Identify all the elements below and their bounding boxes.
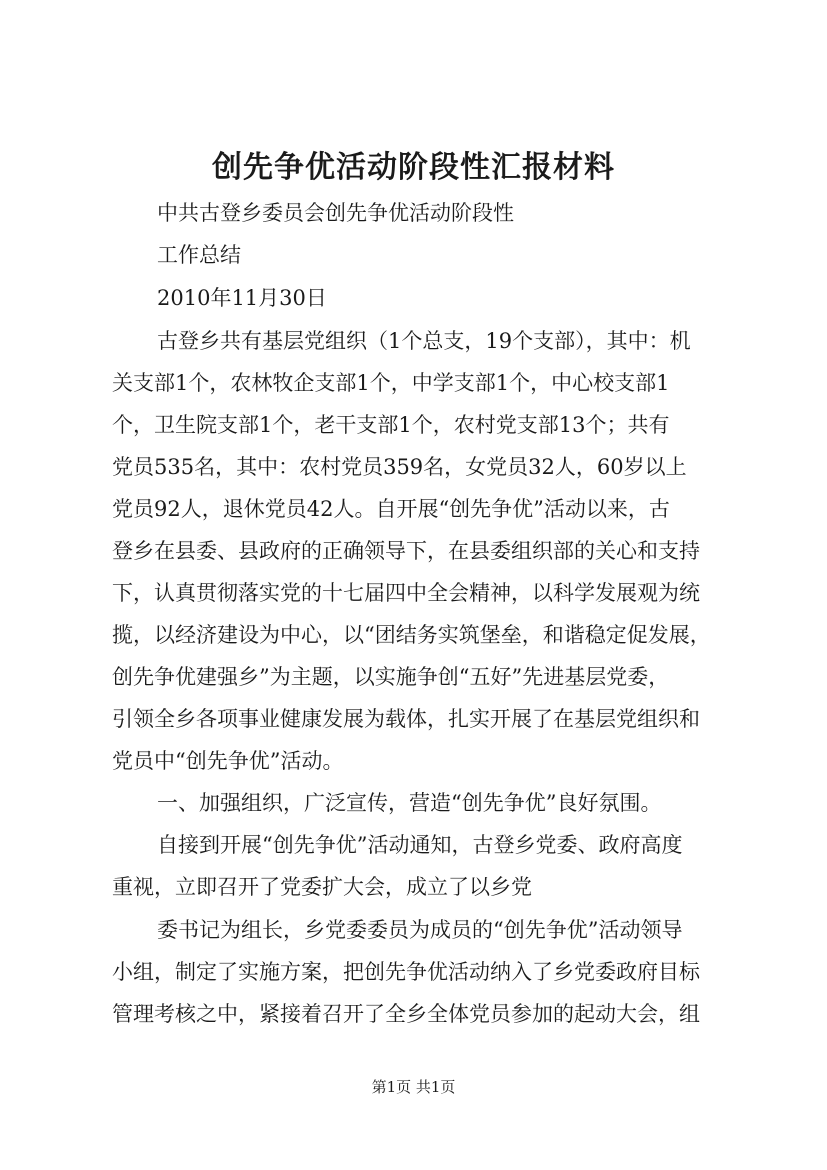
body-line: 自接到开展“创先争优”活动通知，古登乡党委、政府高度 <box>157 833 683 857</box>
body-line: 小组，制定了实施方案，把创先争优活动纳入了乡党委政府目标 <box>112 960 700 984</box>
body-line: 揽，以经济建设为中心，以“团结务实筑堡垒，和谐稳定促发展， <box>112 623 711 647</box>
section-heading: 一、加强组织，广泛宣传，营造“创先争优”良好氛围。 <box>157 791 662 815</box>
body-line: 党员中“创先争优”活动。 <box>112 749 344 773</box>
body-line: 创先争优建强乡”为主题，以实施争创“五好”先进基层党委， <box>112 665 670 689</box>
body-line: 古登乡共有基层党组织（1个总支，19个支部），其中：机 <box>157 329 691 353</box>
body-line: 下，认真贯彻落实党的十七届四中全会精神，以科学发展观为统 <box>112 581 700 605</box>
body-line: 管理考核之中，紧接着召开了全乡全体党员参加的起动大会，组 <box>112 1002 700 1026</box>
body-line: 委书记为组长，乡党委委员为成员的“创先争优”活动领导 <box>157 918 683 942</box>
body-line: 个，卫生院支部1个，老干支部1个，农村党支部13个；共有 <box>112 413 670 437</box>
page-footer: 第1页 共1页 <box>371 1078 456 1096</box>
subtitle-line-1: 中共古登乡委员会创先争优活动阶段性 <box>157 201 514 225</box>
body-line: 重视，立即召开了党委扩大会，成立了以乡党 <box>112 875 532 899</box>
document-title: 创先争优活动阶段性汇报材料 <box>212 150 615 185</box>
body-line: 党员535名，其中：农村党员359名，女党员32人，60岁以上 <box>112 455 687 479</box>
subtitle-line-2: 工作总结 <box>157 243 241 267</box>
body-line: 引领全乡各项事业健康发展为载体，扎实开展了在基层党组织和 <box>112 707 700 731</box>
document-date: 2010年11月30日 <box>157 286 327 310</box>
body-line: 登乡在县委、县政府的正确领导下，在县委组织部的关心和支持 <box>112 539 700 563</box>
body-line: 党员92人，退休党员42人。自开展“创先争优”活动以来，古 <box>112 497 670 521</box>
body-line: 关支部1个，农林牧企支部1个，中学支部1个，中心校支部1 <box>112 371 670 395</box>
